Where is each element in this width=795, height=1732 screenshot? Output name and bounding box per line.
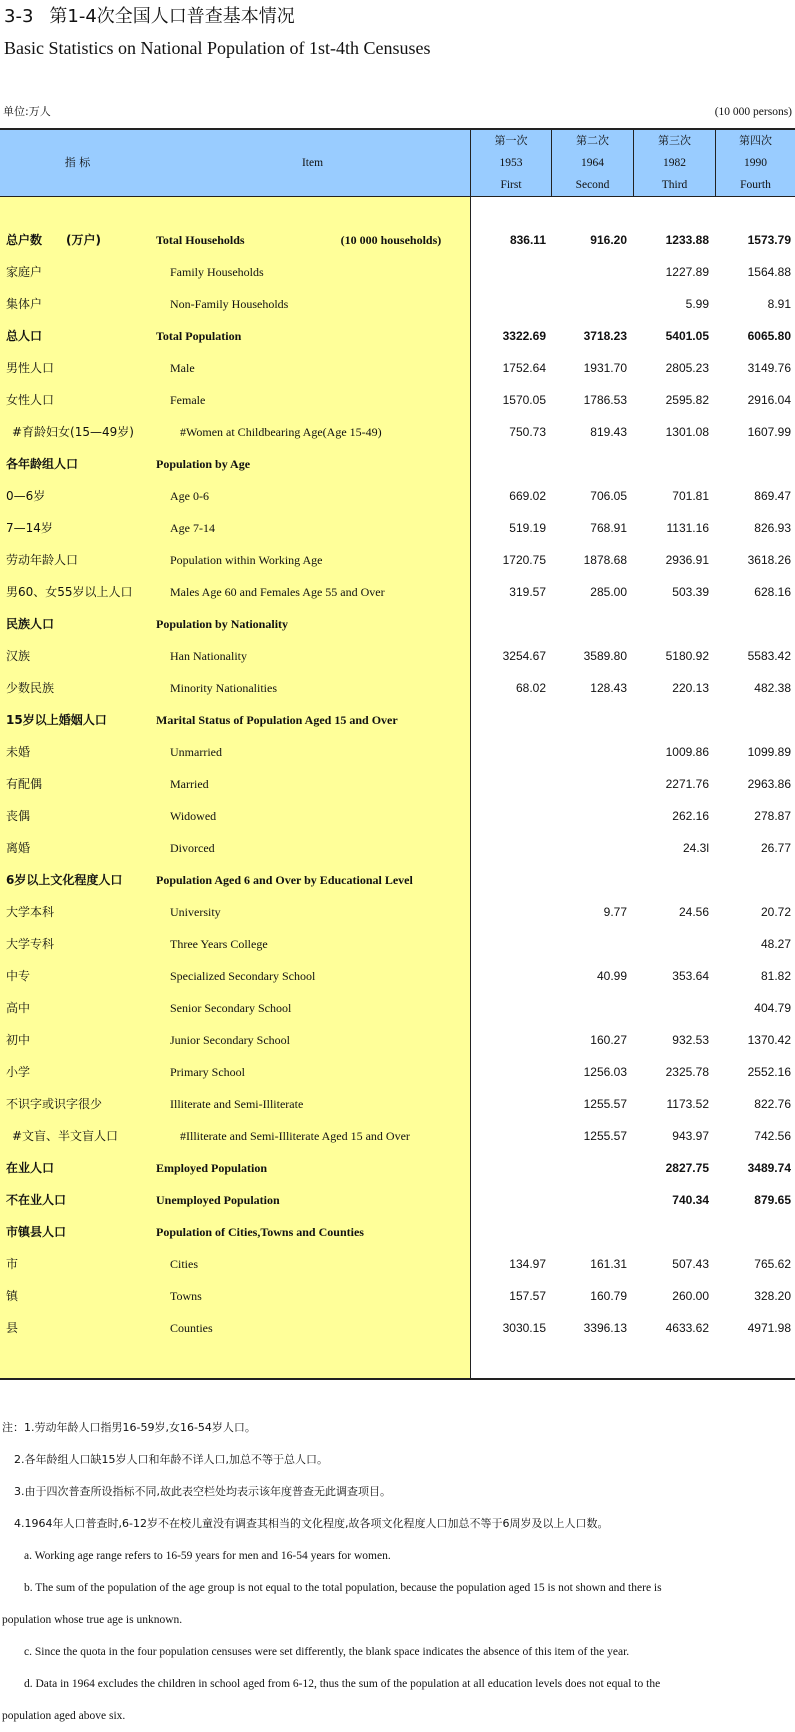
cell-value: 9.77 bbox=[603, 905, 627, 919]
row-label-en: Primary School bbox=[170, 1065, 245, 1079]
row-label-en: Population Aged 6 and Over by Educational Level bbox=[156, 873, 413, 887]
header-census-4: 第四次 1990 Fourth bbox=[739, 134, 772, 191]
row-label-en: #Illiterate and Semi-Illiterate Aged 15 and Over bbox=[180, 1129, 410, 1143]
row-label-en: Non-Family Households bbox=[170, 297, 289, 311]
header-census-3: 第三次 1982 Third bbox=[658, 134, 691, 191]
table-row bbox=[0, 640, 795, 672]
row-label-en: Unmarried bbox=[170, 745, 222, 759]
cell-value: 765.62 bbox=[754, 1257, 791, 1271]
note-line: 4.1964年人口普查时,6-12岁不在校儿童没有调查其相当的文化程度,故各项文化程度人口加总不等于6周岁及以上人口数。 bbox=[14, 1517, 609, 1530]
cell-value: 161.31 bbox=[590, 1257, 627, 1271]
row-label-en: Widowed bbox=[170, 809, 217, 823]
cell-value: 932.53 bbox=[672, 1033, 709, 1047]
cell-value: 503.39 bbox=[672, 585, 709, 599]
table-row bbox=[0, 768, 795, 800]
header-indicator: 指 标 bbox=[64, 156, 91, 169]
note-line: population aged above six. bbox=[2, 1710, 126, 1722]
cell-value: 1256.03 bbox=[583, 1065, 627, 1079]
row-label-cn: 在业人口 bbox=[6, 1161, 55, 1175]
row-label-en: University bbox=[170, 905, 221, 919]
note-line: a. Working age range refers to 16-59 years for men and 16-54 years for women. bbox=[24, 1550, 391, 1562]
table-row bbox=[0, 704, 795, 736]
header-divider bbox=[0, 196, 795, 197]
cell-value: 519.19 bbox=[509, 521, 546, 535]
title-cn-text: 第1-4次全国人口普查基本情况 bbox=[49, 6, 295, 27]
cell-value: 3322.69 bbox=[502, 329, 546, 343]
cell-value: 8.91 bbox=[767, 297, 791, 311]
cell-value: 836.11 bbox=[509, 233, 546, 247]
row-label-en: Marital Status of Population Aged 15 and Over bbox=[156, 713, 398, 727]
row-label-en: Total Population bbox=[156, 329, 242, 343]
cell-value: 2936.91 bbox=[665, 553, 709, 567]
row-label-en: Minority Nationalities bbox=[170, 681, 277, 695]
cell-value: 750.73 bbox=[509, 425, 546, 439]
row-label-cn: 女性人口 bbox=[6, 393, 55, 407]
row-label-en: Family Households bbox=[170, 265, 264, 279]
note-line: 注：1.劳动年龄人口指男16-59岁,女16-54岁人口。 bbox=[2, 1421, 256, 1434]
note-line: 2.各年龄组人口缺15岁人口和年龄不详人口,加总不等于总人口。 bbox=[14, 1453, 328, 1466]
cell-value: 24.3l bbox=[682, 841, 709, 855]
cell-value: 2552.16 bbox=[747, 1065, 791, 1079]
cell-value: 1233.88 bbox=[665, 233, 709, 247]
cell-value: 1570.05 bbox=[502, 393, 546, 407]
cell-value: 3030.15 bbox=[502, 1321, 546, 1335]
cell-value: 3254.67 bbox=[502, 649, 546, 663]
note-line: population whose true age is unknown. bbox=[2, 1614, 183, 1626]
cell-value: 2595.82 bbox=[665, 393, 709, 407]
cell-value: 319.57 bbox=[509, 585, 546, 599]
cell-value: 742.56 bbox=[754, 1129, 791, 1143]
table-row bbox=[0, 512, 795, 544]
cell-value: 5.99 bbox=[685, 297, 709, 311]
note-line: d. Data in 1964 excludes the children in school aged from 6-12, thus the sum of the population at all education levels does not equal to the bbox=[24, 1678, 661, 1690]
header-item: Item bbox=[301, 157, 324, 169]
row-label-en: #Women at Childbearing Age(Age 15-49) bbox=[180, 425, 382, 439]
cell-value: 1931.70 bbox=[583, 361, 627, 375]
cell-value: 160.79 bbox=[590, 1289, 627, 1303]
cell-value: 128.43 bbox=[590, 681, 627, 695]
row-label-cn: #育龄妇女(15—49岁) bbox=[12, 425, 134, 439]
cell-value: 2963.86 bbox=[747, 777, 791, 791]
row-label-en: Cities bbox=[170, 1257, 199, 1271]
row-label-cn: 总人口 bbox=[6, 329, 43, 343]
cell-value: 826.93 bbox=[754, 521, 791, 535]
row-label-cn: 6岁以上文化程度人口 bbox=[6, 873, 123, 887]
row-label-cn: 县 bbox=[6, 1321, 19, 1335]
cell-value: 157.57 bbox=[509, 1289, 546, 1303]
cell-value: 1255.57 bbox=[583, 1129, 627, 1143]
table-row bbox=[0, 1280, 795, 1312]
table-row bbox=[0, 928, 795, 960]
row-label-en: Married bbox=[170, 777, 209, 791]
table-row bbox=[0, 832, 795, 864]
row-label-en: Males Age 60 and Females Age 55 and Over bbox=[170, 585, 385, 599]
cell-value: 3618.26 bbox=[747, 553, 791, 567]
table-row bbox=[0, 800, 795, 832]
cell-value: 1752.64 bbox=[502, 361, 546, 375]
cell-value: 220.13 bbox=[672, 681, 709, 695]
note-line: 3.由于四次普查所设指标不同,故此表空栏处均表示该年度普查无此调查项目。 bbox=[14, 1485, 391, 1498]
table-row bbox=[0, 736, 795, 768]
row-label-cn: 大学专科 bbox=[6, 937, 55, 951]
row-label-cn: 集体户 bbox=[6, 297, 43, 311]
cell-value: 24.56 bbox=[678, 905, 709, 919]
cell-value: 879.65 bbox=[754, 1193, 791, 1207]
page-title-cn bbox=[4, 4, 784, 30]
row-label-cn: 7—14岁 bbox=[6, 521, 53, 535]
table-row bbox=[0, 352, 795, 384]
table-row bbox=[0, 960, 795, 992]
cell-value: 6065.80 bbox=[747, 329, 791, 343]
table-body bbox=[0, 224, 795, 1344]
cell-value: 81.82 bbox=[760, 969, 791, 983]
row-label-cn: 有配偶 bbox=[6, 777, 43, 791]
table-number: 3-3 bbox=[4, 6, 34, 27]
table-row bbox=[0, 384, 795, 416]
table-row bbox=[0, 1024, 795, 1056]
row-label-cn: 男60、女55岁以上人口 bbox=[6, 585, 133, 599]
row-label-en: Age 7-14 bbox=[170, 521, 215, 535]
table-row bbox=[0, 544, 795, 576]
cell-value: 1786.53 bbox=[583, 393, 627, 407]
table-row bbox=[0, 1088, 795, 1120]
cell-value: 285.00 bbox=[590, 585, 627, 599]
row-label-en: Female bbox=[170, 393, 206, 407]
table-row bbox=[0, 992, 795, 1024]
row-label-en: Senior Secondary School bbox=[170, 1001, 292, 1015]
cell-value: 26.77 bbox=[760, 841, 791, 855]
cell-value: 822.76 bbox=[754, 1097, 791, 1111]
row-label-cn: 未婚 bbox=[6, 745, 31, 759]
row-label-cn: 丧偶 bbox=[6, 809, 31, 823]
cell-value: 943.97 bbox=[672, 1129, 709, 1143]
cell-value: 1009.86 bbox=[665, 745, 709, 759]
table-row bbox=[0, 1056, 795, 1088]
cell-value: 740.34 bbox=[672, 1193, 709, 1207]
row-label-cn: 汉族 bbox=[6, 649, 31, 663]
cell-value: 278.87 bbox=[754, 809, 791, 823]
row-label-en: Population of Cities,Towns and Counties bbox=[156, 1225, 364, 1239]
header-census-2: 第二次 1964 Second bbox=[575, 134, 610, 191]
cell-value: 3589.80 bbox=[583, 649, 627, 663]
cell-value: 2271.76 bbox=[665, 777, 709, 791]
row-label-en: Specialized Secondary School bbox=[170, 969, 316, 983]
row-label-cn: 不在业人口 bbox=[6, 1193, 67, 1207]
row-label-cn: 市镇县人口 bbox=[6, 1225, 67, 1239]
cell-value: 2916.04 bbox=[747, 393, 791, 407]
cell-value: 2325.78 bbox=[665, 1065, 709, 1079]
table-row bbox=[0, 1312, 795, 1344]
table-row bbox=[0, 480, 795, 512]
cell-value: 819.43 bbox=[590, 425, 627, 439]
cell-value: 1564.88 bbox=[747, 265, 791, 279]
cell-value: 869.47 bbox=[754, 489, 791, 503]
row-label-en: Divorced bbox=[170, 841, 215, 855]
note-line: b. The sum of the population of the age group is not equal to the total population, because the population aged 15 is not shown and there is bbox=[24, 1582, 662, 1594]
cell-value: 134.97 bbox=[509, 1257, 546, 1271]
note-line: c. Since the quota in the four population censuses were set differently, the blank space indicates the absence of this item of the year. bbox=[24, 1646, 630, 1658]
row-label-cn: 小学 bbox=[6, 1065, 31, 1079]
cell-value: 353.64 bbox=[672, 969, 709, 983]
cell-value: 1173.52 bbox=[666, 1097, 709, 1111]
row-label-cn: 家庭户 bbox=[6, 265, 43, 279]
table-row bbox=[0, 256, 795, 288]
row-label-cn: 15岁以上婚姻人口 bbox=[6, 713, 107, 727]
table-row bbox=[0, 416, 795, 448]
cell-value: 669.02 bbox=[509, 489, 546, 503]
cell-value: 2827.75 bbox=[665, 1161, 709, 1175]
cell-value: 5180.92 bbox=[665, 649, 709, 663]
table-row bbox=[0, 320, 795, 352]
row-label-cn: 镇 bbox=[6, 1289, 19, 1303]
row-label-en: Employed Population bbox=[156, 1161, 268, 1175]
row-label-cn: 市 bbox=[6, 1257, 19, 1271]
cell-value: 1255.57 bbox=[583, 1097, 627, 1111]
cell-value: 1227.89 bbox=[665, 265, 709, 279]
unit-label-cn: 单位:万人 bbox=[3, 105, 51, 118]
table-row bbox=[0, 672, 795, 704]
cell-value: 48.27 bbox=[760, 937, 791, 951]
table-row bbox=[0, 896, 795, 928]
table-row bbox=[0, 608, 795, 640]
cell-value: 1301.08 bbox=[665, 425, 709, 439]
cell-value: 5401.05 bbox=[665, 329, 709, 343]
header-census-1: 第一次 1953 First bbox=[494, 134, 528, 191]
cell-value: 160.27 bbox=[590, 1033, 627, 1047]
row-label-cn: 中专 bbox=[6, 969, 31, 983]
cell-value: 68.02 bbox=[515, 681, 546, 695]
row-label-en: Population by Nationality bbox=[156, 617, 289, 631]
cell-value: 628.16 bbox=[754, 585, 791, 599]
row-label-en: Population by Age bbox=[156, 457, 251, 471]
row-label-cn: 民族人口 bbox=[6, 617, 55, 631]
row-label-en: Age 0-6 bbox=[170, 489, 209, 503]
cell-value: 3718.23 bbox=[583, 329, 627, 343]
row-label-cn: 男性人口 bbox=[6, 361, 55, 375]
cell-value: 1573.79 bbox=[747, 233, 791, 247]
cell-value: 706.05 bbox=[590, 489, 627, 503]
row-label-en: Junior Secondary School bbox=[170, 1033, 290, 1047]
cell-value: 20.72 bbox=[760, 905, 791, 919]
row-label-en: Towns bbox=[170, 1289, 202, 1303]
cell-value: 328.20 bbox=[754, 1289, 791, 1303]
row-label-cn: 大学本科 bbox=[6, 905, 55, 919]
row-label-cn: 0—6岁 bbox=[6, 489, 46, 503]
cell-value: 4633.62 bbox=[665, 1321, 709, 1335]
row-label-en: Total Households (10 000 households) bbox=[156, 233, 442, 247]
row-label-en: Male bbox=[170, 361, 195, 375]
statistics-table bbox=[0, 128, 795, 1380]
cell-value: 507.43 bbox=[672, 1257, 709, 1271]
cell-value: 768.91 bbox=[590, 521, 627, 535]
table-row bbox=[0, 1248, 795, 1280]
cell-value: 404.79 bbox=[754, 1001, 791, 1015]
row-label-cn: 不识字或识字很少 bbox=[6, 1097, 103, 1111]
page-title-en: Basic Statistics on National Population of 1st-4th Censuses bbox=[4, 38, 431, 58]
row-label-cn: 各年龄组人口 bbox=[6, 457, 79, 471]
row-label-en: Counties bbox=[170, 1321, 213, 1335]
cell-value: 1370.42 bbox=[747, 1033, 791, 1047]
cell-value: 3149.76 bbox=[747, 361, 791, 375]
notes-section bbox=[0, 1412, 795, 1732]
table-row bbox=[0, 224, 795, 256]
cell-value: 262.16 bbox=[672, 809, 709, 823]
cell-value: 2805.23 bbox=[665, 361, 709, 375]
table-row bbox=[0, 448, 795, 480]
cell-value: 1878.68 bbox=[583, 553, 627, 567]
cell-value: 1099.89 bbox=[747, 745, 791, 759]
row-label-en: Han Nationality bbox=[170, 649, 247, 663]
unit-label-en: (10 000 persons) bbox=[714, 106, 792, 118]
row-label-cn: 少数民族 bbox=[6, 681, 55, 695]
cell-value: 260.00 bbox=[672, 1289, 709, 1303]
row-label-cn: 高中 bbox=[6, 1001, 31, 1015]
row-label-en: Population within Working Age bbox=[170, 553, 323, 567]
row-label-cn: 初中 bbox=[6, 1033, 31, 1047]
row-label-en: Illiterate and Semi-Illiterate bbox=[170, 1097, 304, 1111]
cell-value: 1720.75 bbox=[502, 553, 546, 567]
table-row bbox=[0, 288, 795, 320]
row-label-en: Three Years College bbox=[170, 937, 268, 951]
table-row bbox=[0, 1184, 795, 1216]
cell-value: 4971.98 bbox=[747, 1321, 791, 1335]
cell-value: 3489.74 bbox=[747, 1161, 791, 1175]
row-label-cn: 总户数 (万户) bbox=[6, 233, 101, 247]
table-row bbox=[0, 576, 795, 608]
table-row bbox=[0, 1120, 795, 1152]
table-row bbox=[0, 1216, 795, 1248]
cell-value: 1131.16 bbox=[666, 521, 709, 535]
cell-value: 3396.13 bbox=[583, 1321, 627, 1335]
cell-value: 916.20 bbox=[590, 233, 627, 247]
cell-value: 40.99 bbox=[596, 969, 627, 983]
cell-value: 701.81 bbox=[672, 489, 709, 503]
row-label-cn: 劳动年龄人口 bbox=[6, 553, 79, 567]
row-label-cn: #文盲、半文盲人口 bbox=[12, 1129, 119, 1143]
cell-value: 5583.42 bbox=[747, 649, 791, 663]
table-row bbox=[0, 864, 795, 896]
cell-value: 482.38 bbox=[754, 681, 791, 695]
cell-value: 1607.99 bbox=[747, 425, 791, 439]
table-row bbox=[0, 1152, 795, 1184]
row-label-cn: 离婚 bbox=[6, 841, 31, 855]
row-label-en: Unemployed Population bbox=[156, 1193, 280, 1207]
